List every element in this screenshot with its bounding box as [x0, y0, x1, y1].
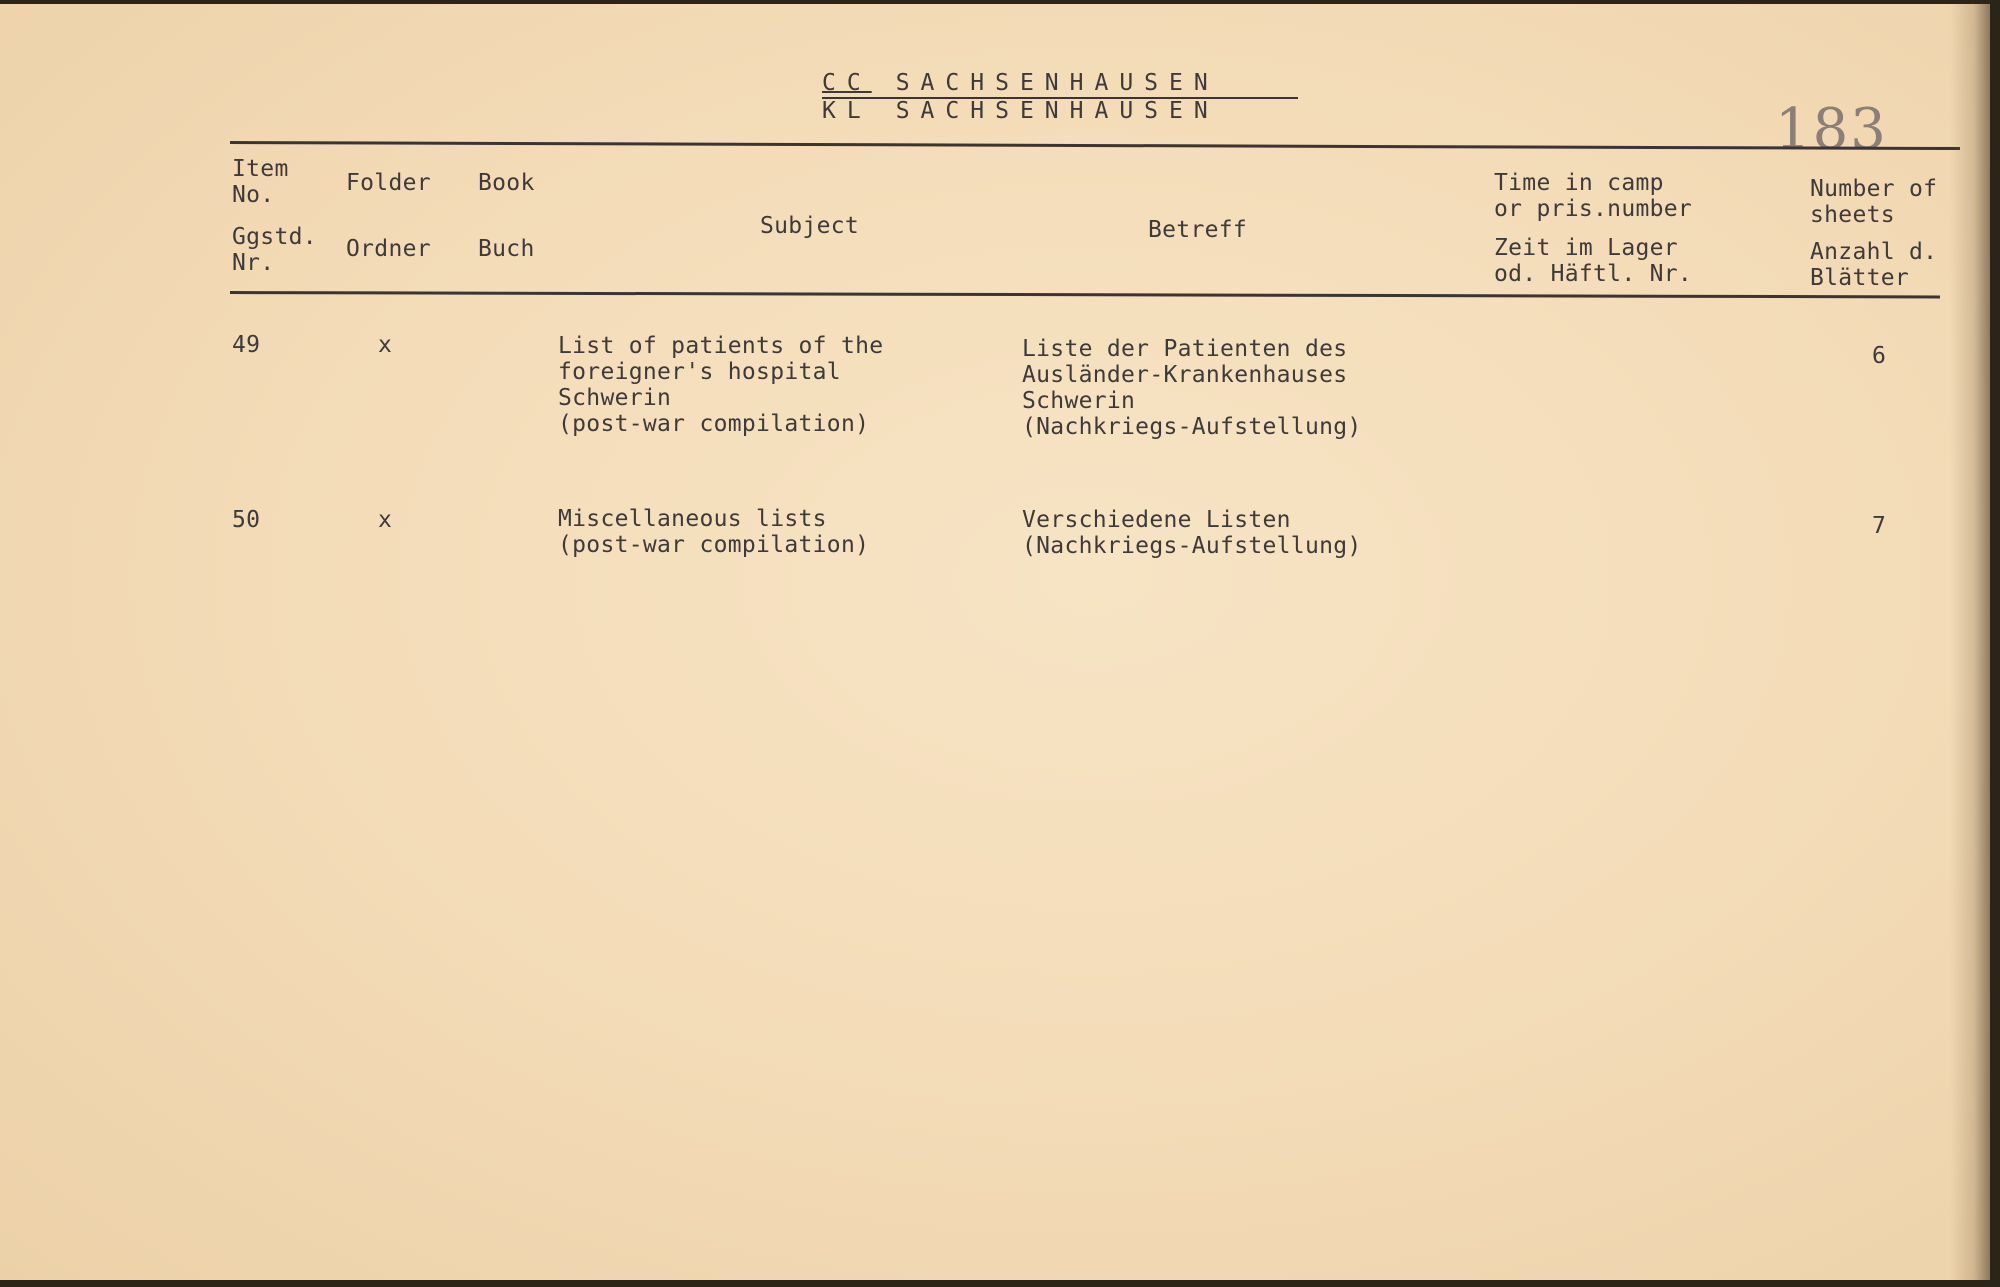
- top-rule: [230, 141, 1960, 150]
- header-sheets-de: Anzahl d. Blätter: [1810, 239, 1938, 291]
- row-subject: List of patients of the foreigner's hospital Schwerin (post-war compilation): [558, 333, 884, 437]
- header-sheets-en: Number of sheets: [1810, 176, 1938, 228]
- header-folder-de: Ordner: [346, 236, 431, 262]
- page-number: 183: [1775, 97, 1888, 162]
- header-time-en: Time in camp or pris.number: [1494, 170, 1693, 222]
- row-folder-mark: x: [378, 332, 393, 358]
- header-bottom-rule: [230, 291, 1940, 298]
- row-folder-mark: x: [378, 507, 393, 533]
- title-line-2: [822, 99, 1219, 123]
- row-betreff: Liste der Patienten des Ausländer-Krankenhauses Schwerin (Nachkriegs-Aufstellung): [1022, 336, 1362, 440]
- title-prefix-kl: KL: [822, 98, 872, 124]
- row-betreff: Verschiedene Listen (Nachkriegs-Aufstellung): [1022, 507, 1362, 559]
- header-subject: Subject: [760, 213, 860, 239]
- header-item-de: Ggstd. Nr.: [232, 224, 317, 276]
- row-subject: Miscellaneous lists (post-war compilation): [558, 506, 870, 558]
- header-book-de: Buch: [478, 236, 535, 262]
- row-item-number: 50: [232, 507, 261, 533]
- header-item-en: Item No.: [232, 156, 289, 208]
- document-page: [0, 4, 1990, 1280]
- title-camp-name: SACHSENHAUSEN: [895, 70, 1219, 96]
- header-time-de: Zeit im Lager od. Häftl. Nr.: [1494, 235, 1693, 287]
- title-line-1: [822, 71, 1219, 95]
- title-camp-name-2: SACHSENHAUSEN: [895, 98, 1219, 124]
- title-prefix-cc: CC: [822, 70, 872, 96]
- header-betreff: Betreff: [1148, 217, 1248, 243]
- header-book-en: Book: [478, 170, 535, 196]
- header-folder-en: Folder: [346, 170, 431, 196]
- row-sheets: 6: [1872, 343, 1887, 369]
- row-item-number: 49: [232, 332, 261, 358]
- row-sheets: 7: [1872, 513, 1887, 539]
